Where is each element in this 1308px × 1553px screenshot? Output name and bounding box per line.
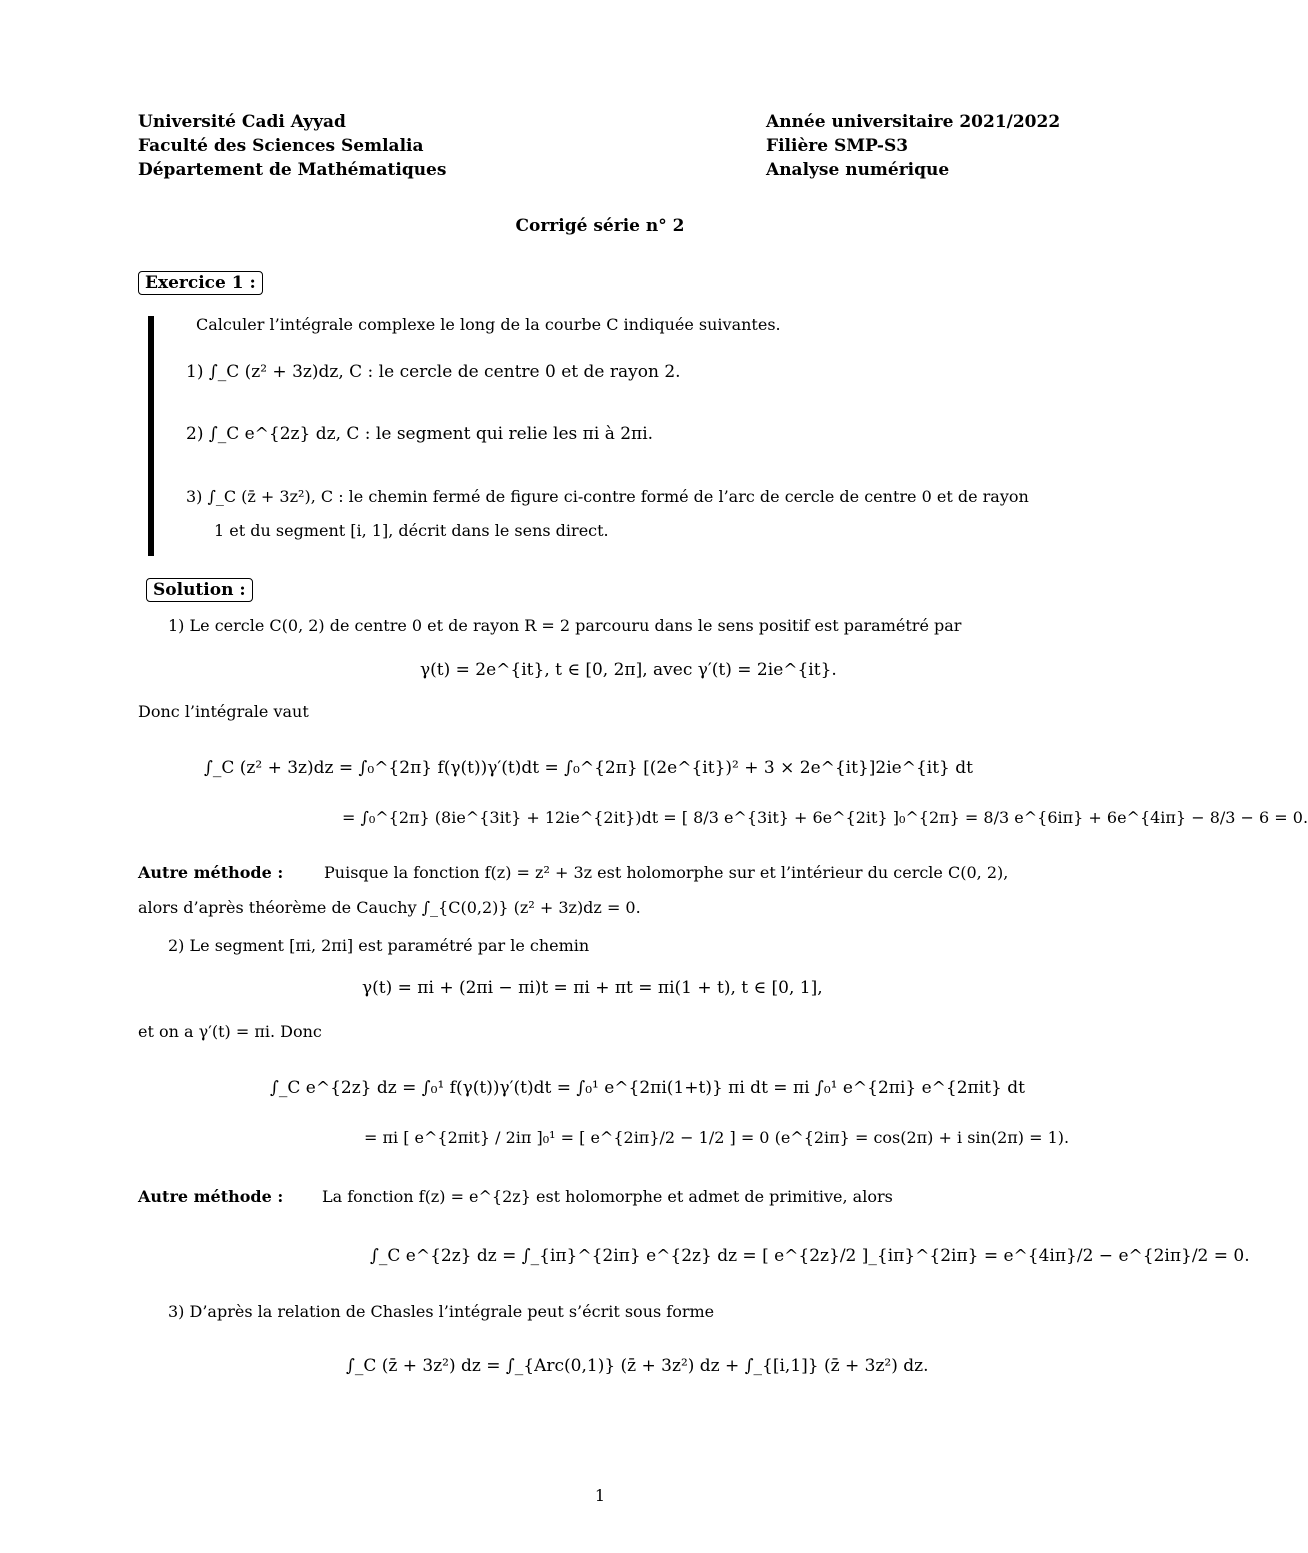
equation-integral-1a: ∫_C (z² + 3z)dz = ∫₀^{2π} f(γ(t))γ′(t)dt = ∫₀^{2π} [(2e^{it})² + 3 × 2e^{it}]2ie^{it} dt bbox=[204, 758, 973, 778]
page-number: 1 bbox=[594, 1486, 606, 1505]
other-method-label-2: Autre méthode : bbox=[138, 1187, 284, 1206]
equation-primitive: ∫_C e^{2z} dz = ∫_{iπ}^{2iπ} e^{2z} dz = [ e^{2z}/2 ]_{iπ}^{2iπ} = e^{4iπ}/2 − e^{2iπ}/2 = 0. bbox=[370, 1246, 1250, 1266]
page-title: Corrigé série n° 2 bbox=[515, 216, 685, 236]
solution-line: Donc l’intégrale vaut bbox=[138, 702, 309, 721]
exercise-label: Exercice 1 : bbox=[138, 271, 263, 295]
equation-chasles: ∫_C (z̄ + 3z²) dz = ∫_{Arc(0,1)} (z̄ + 3z²) dz + ∫_{[i,1]} (z̄ + 3z²) dz. bbox=[346, 1356, 929, 1376]
solution-line: 1) Le cercle C(0, 2) de centre 0 et de rayon R = 2 parcouru dans le sens positif est paramétré par bbox=[168, 616, 962, 635]
course-name: Analyse numérique bbox=[766, 160, 950, 180]
exercise-item-3: 3) ∫_C (z̄ + 3z²), C : le chemin fermé de figure ci-contre formé de l’arc de cercle de centre 0 et de rayon bbox=[186, 487, 1029, 506]
university-name: Université Cadi Ayyad bbox=[138, 112, 346, 132]
program-name: Filière SMP-S3 bbox=[766, 136, 909, 156]
faculty-name: Faculté des Sciences Semlalia bbox=[138, 136, 424, 156]
solution-line: 3) D’après la relation de Chasles l’intégrale peut s’écrit sous forme bbox=[168, 1302, 715, 1321]
exercise-sidebar-rule bbox=[148, 316, 154, 556]
header-right bbox=[766, 110, 1060, 182]
exercise-intro: Calculer l’intégrale complexe le long de la courbe C indiquée suivantes. bbox=[196, 315, 781, 334]
academic-year: Année universitaire 2021/2022 bbox=[766, 112, 1061, 132]
exercise-item-1: 1) ∫_C (z² + 3z)dz, C : le cercle de centre 0 et de rayon 2. bbox=[186, 362, 681, 382]
equation-integral-2a: ∫_C e^{2z} dz = ∫₀¹ f(γ(t))γ′(t)dt = ∫₀¹ e^{2πi(1+t)} πi dt = πi ∫₀¹ e^{2πi} e^{2πit} dt bbox=[270, 1078, 1025, 1098]
solution-line: et on a γ′(t) = πi. Donc bbox=[138, 1022, 322, 1041]
equation-integral-2b: = πi [ e^{2πit} / 2iπ ]₀¹ = [ e^{2iπ}/2 − 1/2 ] = 0 (e^{2iπ} = cos(2π) + i sin(2π) = 1). bbox=[364, 1128, 1070, 1147]
equation-parametrization-2: γ(t) = πi + (2πi − πi)t = πi + πt = πi(1 + t), t ∈ [0, 1], bbox=[362, 978, 823, 998]
cauchy-statement: alors d’après théorème de Cauchy ∫_{C(0,2)} (z² + 3z)dz = 0. bbox=[138, 898, 641, 917]
exercise-item-2: 2) ∫_C e^{2z} dz, C : le segment qui relie les πi à 2πi. bbox=[186, 424, 654, 444]
header-left bbox=[138, 110, 446, 182]
equation-parametrization-1: γ(t) = 2e^{it}, t ∈ [0, 2π], avec γ′(t) = 2ie^{it}. bbox=[420, 660, 837, 680]
equation-integral-1b: = ∫₀^{2π} (8ie^{3it} + 12ie^{2it})dt = [ 8/3 e^{3it} + 6e^{2it} ]₀^{2π} = 8/3 e^{6iπ} + 6e^{4iπ} − 8/3 − 6 = 0. bbox=[342, 808, 1308, 827]
solution-line: Puisque la fonction f(z) = z² + 3z est holomorphe sur et l’intérieur du cercle C(0, 2), bbox=[324, 863, 1009, 882]
other-method-label-1: Autre méthode : bbox=[138, 863, 284, 882]
department-name: Département de Mathématiques bbox=[138, 160, 447, 180]
solution-label: Solution : bbox=[146, 578, 253, 602]
solution-line: 2) Le segment [πi, 2πi] est paramétré par le chemin bbox=[168, 936, 590, 955]
solution-line: La fonction f(z) = e^{2z} est holomorphe et admet de primitive, alors bbox=[322, 1187, 893, 1206]
exercise-item-3-cont: 1 et du segment [i, 1], décrit dans le sens direct. bbox=[214, 521, 609, 540]
